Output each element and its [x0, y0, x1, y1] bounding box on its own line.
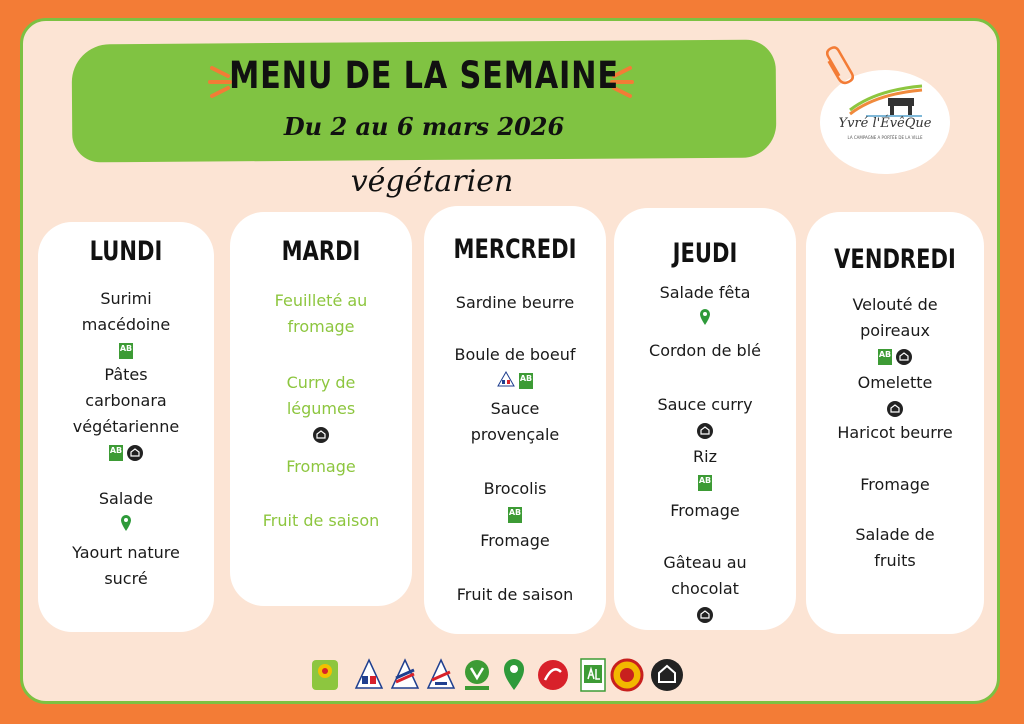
menu-item — [614, 280, 796, 306]
menu-item — [614, 444, 796, 470]
menu-item-line: Salade de — [855, 525, 935, 544]
menu-item-line: végétarienne — [72, 417, 180, 436]
porc-francais-icon — [390, 658, 420, 696]
item-labels — [424, 504, 606, 522]
fait-maison-icon — [650, 658, 684, 696]
menu-item-line: Curry de — [286, 373, 356, 392]
ab-organic-icon — [580, 658, 606, 696]
item-labels — [614, 420, 796, 438]
menu-item — [38, 362, 214, 440]
menu-item-line: Fruit de saison — [456, 585, 574, 604]
menu-item — [424, 476, 606, 502]
menu-item — [230, 288, 412, 340]
label-legend — [310, 658, 680, 698]
menu-item-line: chocolat — [671, 579, 739, 598]
item-labels — [614, 604, 796, 622]
day-title: LUNDI — [89, 236, 163, 267]
item-labels — [38, 442, 214, 460]
label-rouge-icon — [536, 658, 570, 696]
menu-item-line: Salade — [98, 489, 154, 508]
diet-label: végétarien — [350, 164, 514, 199]
ab-organic-icon: AB — [878, 349, 892, 365]
aop-icon — [610, 658, 644, 696]
produit-ferme-icon — [310, 658, 340, 696]
day-column-mardi — [230, 212, 412, 606]
viande-bovine-francaise-icon — [426, 658, 456, 696]
menu-item-line: sucré — [104, 569, 148, 588]
menu-item-line: Boule de boeuf — [454, 345, 576, 364]
menu-item-line: Surimi — [100, 289, 152, 308]
menu-item — [806, 472, 984, 498]
item-labels — [806, 398, 984, 416]
paperclip-icon — [826, 44, 854, 86]
menu-item — [806, 420, 984, 446]
day-title: JEUDI — [672, 238, 738, 269]
fait-maison-icon — [313, 427, 329, 443]
menu-item — [424, 290, 606, 316]
menu-item-line: Fromage — [860, 475, 930, 494]
day-title: MERCREDI — [453, 234, 577, 265]
menu-item-line: macédoine — [81, 315, 171, 334]
menu-item-line: Fromage — [286, 457, 356, 476]
menu-item — [614, 498, 796, 524]
menu-item-line: Sardine beurre — [455, 293, 575, 312]
menu-item-line: Feuilleté au — [274, 291, 368, 310]
ab-organic-icon: AB — [109, 445, 123, 461]
fait-maison-icon — [887, 401, 903, 417]
day-column-vendredi — [806, 212, 984, 634]
menu-item-line: Omelette — [857, 373, 933, 392]
menu-item-line: fromage — [287, 317, 355, 336]
day-column-jeudi — [614, 208, 796, 630]
local-pin-icon — [699, 308, 711, 330]
origine-france-icon — [354, 658, 384, 696]
day-title: VENDREDI — [834, 244, 956, 275]
menu-item — [424, 582, 606, 608]
menu-item-line: poireaux — [860, 321, 930, 340]
menu-item — [38, 540, 214, 592]
menu-item-line: Velouté de — [852, 295, 938, 314]
fait-maison-icon — [697, 607, 713, 623]
menu-item — [614, 550, 796, 602]
item-labels — [614, 472, 796, 490]
item-labels — [38, 514, 214, 532]
menu-item — [38, 286, 214, 338]
fait-maison-icon — [127, 445, 143, 461]
ab-organic-icon: AB — [508, 507, 522, 523]
page-title: MENU DE LA SEMAINE — [229, 54, 619, 97]
menu-item-line: Yaourt nature — [72, 543, 180, 562]
menu-item-line: Cordon de blé — [649, 341, 761, 360]
fait-maison-icon — [697, 423, 713, 439]
menu-item-line: Pâtes — [104, 365, 148, 384]
menu-item-line: légumes — [286, 399, 356, 418]
local-pin-icon — [502, 658, 526, 696]
origine-france-icon — [497, 371, 515, 391]
ab-organic-icon: AB — [698, 475, 712, 491]
vegetarien-icon — [462, 658, 492, 696]
item-labels — [614, 308, 796, 326]
menu-item — [614, 392, 796, 418]
menu-item-line: Fromage — [670, 501, 740, 520]
menu-item-line: Haricot beurre — [837, 423, 953, 442]
local-pin-icon — [120, 514, 132, 536]
item-labels — [38, 340, 214, 358]
ab-organic-icon: AB — [119, 343, 133, 359]
menu-item-line: Sauce — [490, 399, 540, 418]
menu-item-line: provençale — [470, 425, 560, 444]
item-labels — [806, 346, 984, 364]
item-labels — [424, 370, 606, 388]
menu-item — [806, 370, 984, 396]
date-range: Du 2 au 6 mars 2026 — [283, 112, 565, 141]
menu-item-line: Gâteau au — [663, 553, 747, 572]
fait-maison-icon — [896, 349, 912, 365]
menu-item-line: Salade fêta — [659, 283, 751, 302]
logo-name: Yvré l'ÉvêQue — [838, 116, 932, 131]
bridge-icon — [846, 84, 926, 118]
menu-item — [806, 292, 984, 344]
menu-item-line: fruits — [874, 551, 916, 570]
menu-item — [424, 342, 606, 368]
menu-item — [424, 528, 606, 554]
menu-item — [230, 370, 412, 422]
item-labels — [230, 424, 412, 442]
logo-tagline: LA CAMPAGNE A PORTÉE DE LA VILLE — [847, 135, 923, 140]
menu-item — [614, 338, 796, 364]
day-title: MARDI — [281, 236, 361, 267]
menu-item-line: Riz — [693, 447, 717, 466]
menu-item-line: carbonara — [85, 391, 167, 410]
ab-organic-icon: AB — [519, 373, 533, 389]
menu-item — [424, 396, 606, 448]
menu-item — [806, 522, 984, 574]
menu-item — [230, 508, 412, 534]
menu-item-line: Brocolis — [483, 479, 547, 498]
menu-item-line: Fromage — [480, 531, 550, 550]
menu-item — [38, 486, 214, 512]
day-column-mercredi — [424, 206, 606, 634]
menu-item-line: Sauce curry — [657, 395, 753, 414]
day-column-lundi — [38, 222, 214, 632]
menu-item-line: Fruit de saison — [262, 511, 380, 530]
menu-item — [230, 454, 412, 480]
